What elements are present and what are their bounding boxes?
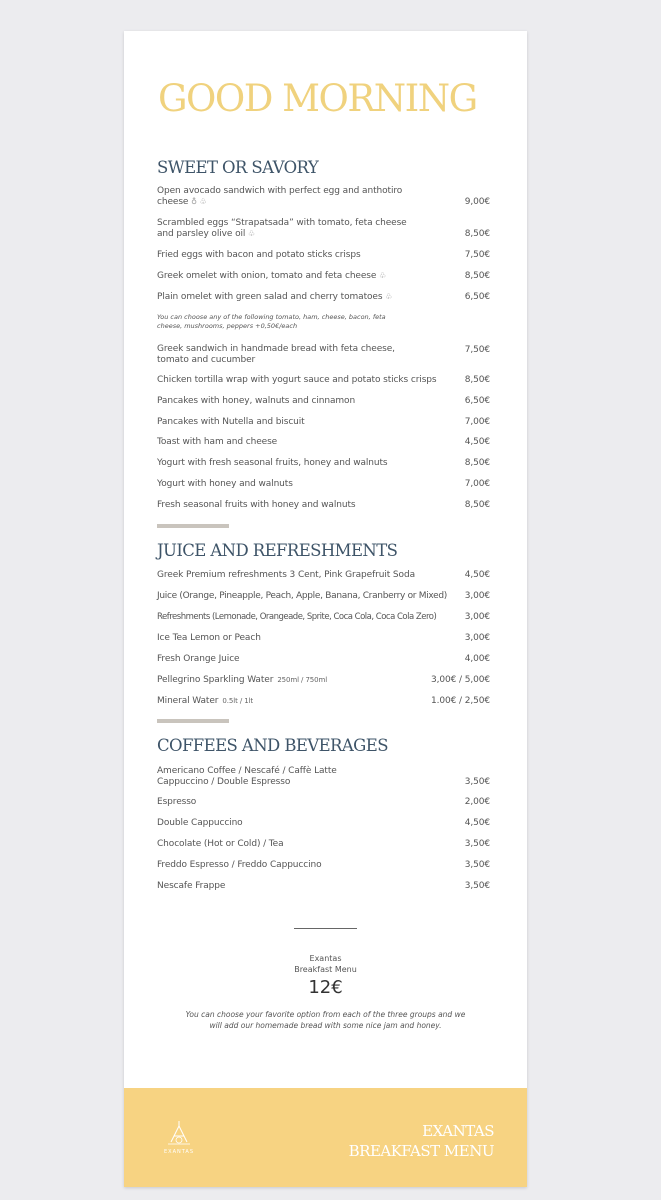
item-name: Double Cappuccino [157,818,243,828]
item-name: Toast with ham and cheese [157,437,278,447]
item-name: Ice Tea Lemon or Peach [157,633,261,643]
logo-text: EXANTAS [163,1149,194,1155]
item-name: Pancakes with honey, walnuts and cinnamon [157,396,356,406]
item-price: 3,50€ [464,860,490,870]
menu-item [157,818,490,829]
item-name: Plain omelet with green salad and cherry tomatoes [157,292,383,302]
extras-note: You can choose any of the following tomato, ham, cheese, bacon, feta cheese, mushrooms, peppers +0,50€/each [157,313,386,330]
menu-item [157,766,490,787]
menu-page [124,31,527,1187]
menu-item [157,860,490,871]
item-name: Fried eggs with bacon and potato sticks crisps [157,250,361,260]
menu-item [157,458,490,469]
egg-icon: ♁ [191,196,197,206]
item-price: 7,00€ [464,417,490,427]
item-price: 7,50€ [464,250,490,260]
breakfast-price: 12€ [308,977,343,998]
breakfast-description-wrap [124,1009,527,1031]
item-size: 250ml / 750ml [277,676,328,684]
item-price: 7,50€ [464,344,490,355]
item-name: Yogurt with fresh seasonal fruits, honey and walnuts [157,458,388,468]
item-price: 4,50€ [464,570,490,580]
leaf-icon: ♧ [385,292,393,301]
menu-item [157,675,490,686]
menu-item [157,186,490,207]
item-name: Pellegrino Sparkling Water [157,675,274,685]
item-price: 8,50€ [464,458,490,468]
leaf-icon: ♧ [379,271,387,280]
item-name: Fresh Orange Juice [157,654,240,664]
item-price: 3,50€ [464,776,490,787]
footer-title-line2: BREAKFAST MENU [348,1142,494,1160]
divider-line [294,928,357,929]
menu-item [157,633,490,644]
item-name: Mineral Water [157,696,219,706]
menu-item [157,437,490,448]
item-name: Scrambled eggs “Strapatsada” with tomato, feta cheese and parsley olive oil [157,218,407,239]
item-price: 7,00€ [464,479,490,489]
section-title-juice: JUICE AND REFRESHMENTS [157,541,398,560]
item-name: Greek Premium refreshments 3 Cent, Pink Grapefruit Soda [157,570,415,580]
menu-item [157,500,490,511]
footer-banner [124,1088,527,1187]
item-name: Open avocado sandwich with perfect egg and anthotiro cheese [157,186,403,207]
breakfast-description: You can choose your favorite option from each of the three groups and we will add our homemade bread with some nice jam and honey. [185,1010,466,1030]
item-name: Americano Coffee / Nescafé / Caffè Latte Cappuccino / Double Espresso [157,766,337,787]
item-price: 2,00€ [464,797,490,807]
item-price: 3,00€ [464,591,490,601]
logo-icon [154,1118,204,1148]
leaf-icon: ♧ [248,228,256,238]
item-price: 3,00€ [464,612,490,622]
menu-item [157,375,490,386]
item-name: Fresh seasonal fruits with honey and walnuts [157,500,356,510]
item-price: 4,50€ [464,818,490,828]
item-price: 6,50€ [464,396,490,406]
menu-item [157,839,490,850]
menu-item [157,612,490,623]
menu-item [157,654,490,665]
section-title-sweet: SWEET OR SAVORY [157,158,319,177]
menu-item [157,479,490,490]
footer-title-line1: EXANTAS [422,1122,494,1140]
leaf-icon: ♧ [199,196,207,206]
item-name: Greek sandwich in handmade bread with feta cheese, tomato and cucumber [157,344,395,365]
menu-item [157,218,490,239]
item-price: 8,50€ [464,500,490,510]
item-name: Nescafe Frappe [157,881,226,891]
section-title-coffee: COFFEES AND BEVERAGES [157,736,388,755]
item-name: Pancakes with Nutella and biscuit [157,417,305,427]
item-name: Espresso [157,797,197,807]
item-price: 8,50€ [464,228,490,239]
menu-item [157,570,490,581]
menu-item [157,344,490,365]
item-price: 1.00€ / 2,50€ [431,696,490,706]
item-name: Greek omelet with onion, tomato and feta cheese [157,271,377,281]
menu-item [157,797,490,808]
item-name: Yogurt with honey and walnuts [157,479,293,489]
menu-item [157,396,490,407]
menu-item [157,417,490,428]
item-price: 8,50€ [464,271,490,281]
item-price: 8,50€ [464,375,490,385]
item-price: 3,00€ / 5,00€ [431,675,490,685]
exantas-logo [154,1118,204,1160]
item-name: Juice (Orange, Pineapple, Peach, Apple, Banana, Cranberry or Mixed) [157,591,448,601]
menu-item [157,696,490,707]
breakfast-line1: Exantas [309,954,342,963]
item-name: Freddo Espresso / Freddo Cappuccino [157,860,322,870]
section-separator [157,719,229,723]
item-price: 3,00€ [464,633,490,643]
item-size: 0.5lt / 1lt [222,697,254,705]
footer-title [349,1121,494,1161]
item-price: 3,50€ [464,881,490,891]
menu-item [157,292,490,303]
menu-item [157,250,490,261]
item-name: Refreshments (Lemonade, Orangeade, Sprite, Coca Cola, Coca Cola Zero) [157,612,437,622]
menu-item [157,591,490,602]
breakfast-line2: Breakfast Menu [294,965,357,974]
breakfast-menu-label [124,953,527,975]
item-price: 6,50€ [464,292,490,302]
menu-item [157,271,490,282]
menu-item [157,881,490,892]
item-price: 4,50€ [464,437,490,447]
item-price: 3,50€ [464,839,490,849]
item-price: 9,00€ [464,196,490,207]
item-price: 4,00€ [464,654,490,664]
section-separator [157,524,229,528]
page-title: GOOD MORNING [158,77,477,120]
item-name: Chicken tortilla wrap with yogurt sauce and potato sticks crisps [157,375,437,385]
item-name: Chocolate (Hot or Cold) / Tea [157,839,284,849]
